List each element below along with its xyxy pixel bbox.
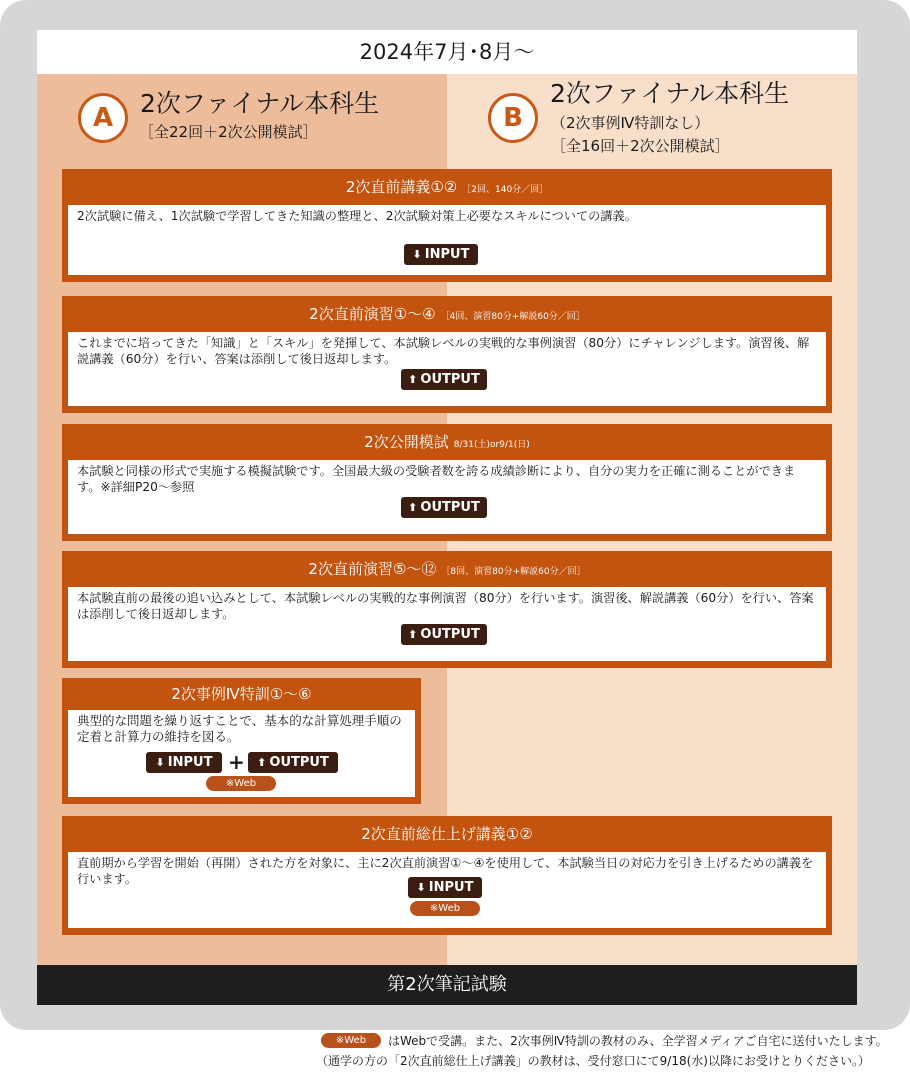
arrow-down-icon: ⬇ bbox=[416, 881, 426, 894]
output-tag: ⬆ OUTPUT bbox=[401, 624, 487, 645]
footer-note-2: （通学の方の「2次直前総仕上げ講義」の教材は、受付窓口にて9/18(水)以降にお受けとりください。） bbox=[316, 1054, 870, 1068]
arrow-up-icon: ⬆ bbox=[408, 628, 418, 641]
session-practice-1-4 bbox=[62, 296, 832, 413]
course-a-title: 2次ファイナル本科生 bbox=[140, 89, 380, 118]
session-description: これまでに培ってきた「知識」と「スキル」を発揮して、本試験レベルの実戦的な事例演習（80分）にチャレンジします。演習後、解説講義（60分）を行い、答案は添削して後日返却します。 bbox=[77, 336, 810, 366]
session-note: ［4回、演習80分+解説60分／回］ bbox=[440, 312, 585, 322]
session-title: 2次直前総仕上げ講義①② bbox=[361, 825, 533, 843]
input-tag: ⬇ INPUT bbox=[146, 752, 222, 773]
session-note: 8/31(土)or9/1(日) bbox=[453, 440, 530, 450]
session-case4-training bbox=[62, 678, 421, 804]
session-description: 2次試験に備え、1次試験で学習してきた知識の整理と、2次試験対策上必要なスキルについての講義。 bbox=[77, 209, 637, 223]
session-description: 典型的な問題を繰り返すことで、基本的な計算処理手順の定着と計算力の維持を図る。 bbox=[77, 713, 402, 744]
arrow-up-icon: ⬆ bbox=[257, 756, 267, 769]
course-b-title: 2次ファイナル本科生 bbox=[550, 79, 790, 108]
course-b-badge: B bbox=[488, 93, 538, 143]
output-tag: ⬆ OUTPUT bbox=[248, 752, 338, 773]
session-title: 2次公開模試 8/31(土)or9/1(日) bbox=[364, 433, 530, 451]
session-description: 本試験直前の最後の追い込みとして、本試験レベルの実戦的な事例演習（80分）を行います。演習後、解説講義（60分）を行い、答案は添削して後日返却します。 bbox=[77, 591, 814, 621]
plus-sign: + bbox=[228, 750, 245, 774]
session-title: 2次直前講義①② ［2回、140分／回］ bbox=[345, 178, 549, 196]
session-note: ［8回、演習80分+解説60分／回］ bbox=[441, 567, 586, 577]
arrow-down-icon: ⬇ bbox=[412, 248, 422, 261]
schedule-content bbox=[37, 30, 857, 1005]
web-badge: ※Web bbox=[410, 901, 480, 916]
footer-web-badge: ※Web bbox=[321, 1033, 381, 1048]
session-practice-5-12 bbox=[62, 551, 832, 668]
session-public-mock-exam bbox=[62, 424, 832, 541]
session-title: 2次直前演習①～④ ［4回、演習80分+解説60分／回］ bbox=[309, 305, 585, 323]
date-header: 2024年7月･8月～ bbox=[37, 30, 857, 74]
session-final-review-lecture bbox=[62, 816, 832, 935]
session-title: 2次直前演習⑤～⑫ ［8回、演習80分+解説60分／回］ bbox=[308, 560, 586, 578]
web-badge: ※Web bbox=[206, 776, 276, 791]
session-title: 2次事例Ⅳ特訓①～⑥ bbox=[171, 685, 312, 703]
course-b-details-1: （2次事例Ⅳ特訓なし） bbox=[551, 114, 710, 132]
course-a-badge: A bbox=[78, 93, 128, 143]
arrow-up-icon: ⬆ bbox=[408, 373, 418, 386]
course-b-details-2: ［全16回＋2次公開模試］ bbox=[551, 137, 730, 155]
session-lecture-1-2 bbox=[62, 169, 832, 282]
session-description: 直前期から学習を開始（再開）された方を対象に、主に2次直前演習①～④を使用して、本試験当日の対応力を引き上げるための講義を行います。 bbox=[77, 856, 814, 886]
input-tag: ⬇ INPUT bbox=[404, 244, 478, 265]
written-exam-bar: 第2次筆記試験 bbox=[37, 965, 857, 1005]
input-tag: ⬇ INPUT bbox=[408, 877, 482, 898]
footer-note-1: はWebで受講。また、2次事例Ⅳ特訓の教材のみ、全学習メディアご自宅に送付いたします。 bbox=[388, 1034, 888, 1048]
session-note: ［2回、140分／回］ bbox=[462, 185, 549, 195]
arrow-down-icon: ⬇ bbox=[155, 756, 165, 769]
session-description: 本試験と同様の形式で実施する模擬試験です。全国最大級の受験者数を誇る成績診断により、自分の実力を正確に測ることができます。※詳細P20～参照 bbox=[77, 464, 796, 494]
arrow-up-icon: ⬆ bbox=[408, 501, 418, 514]
course-a-details: ［全22回＋2次公開模試］ bbox=[139, 123, 318, 141]
output-tag: ⬆ OUTPUT bbox=[401, 369, 487, 390]
output-tag: ⬆ OUTPUT bbox=[401, 497, 487, 518]
